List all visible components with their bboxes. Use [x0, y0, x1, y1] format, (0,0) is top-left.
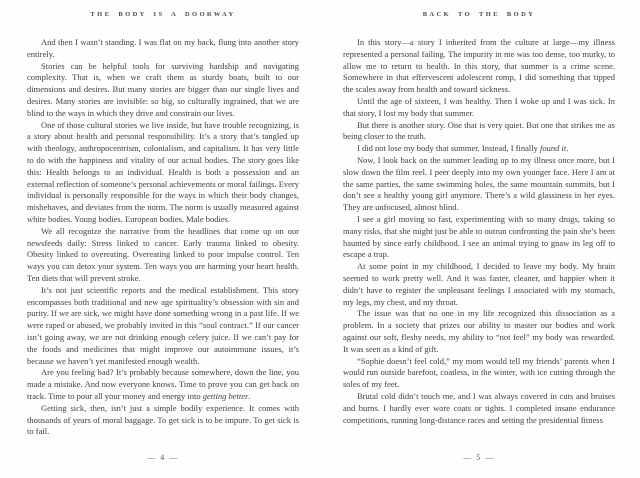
paragraph: The issue was that no one in my life recognized this dissociation as a problem. In a society that prizes our ability to master our bodies and work against our soft, fleshy needs, my ability to “not feel” my body was rewarded. It was seen as a kind of gift.: [343, 308, 615, 354]
page-right-text: [343, 37, 615, 426]
paragraph: I see a girl moving so fast, experimenting with so many drugs, taking so many risks, that she might just be able to outrun confronting the pain she’s been haunted by since early childhood. I see an animal trying to gnaw its leg off to escape a trap.: [343, 213, 615, 260]
paragraph: Until the age of sixteen, I was healthy. Then I woke up and I was sick. In that story, I lost my body that summer.: [343, 95, 615, 118]
running-header-right: BACK TO THE BODY: [422, 11, 536, 18]
paragraph: In this story—a story I inherited from the culture at large—my illness represented a personal failing. The impurity in me was too dense, too murky, to allow me to return to health. In this story, that summer is a crime scene. Somewhere in that effervescent adolescent romp, I did something that tipped the scales away from health and toward sickness.: [343, 37, 615, 95]
page-left: [27, 0, 299, 478]
page-number-right: — 5 —: [463, 453, 495, 462]
paragraph: It’s not just scientific reports and the medical establishment. This story encompasses both traditional and new age spirituality’s obsession with sin and purity. If we are sick, we might have done something wrong in a past life. If we were raped or abused, we probably invited in this “soul contract.” If our cancer isn’t going away, we are not drinking enough celery juice. If we can’t pay for the foods and medicines that might improve our autoimmune issues, it’s because we haven’t yet manifested enough wealth.: [27, 284, 299, 366]
paragraph: “Sophie doesn’t feel cold,” my mom would tell my friends’ parents when I would run outside barefoot, coatless, in the winter, with ice cutting through the soles of my feet.: [343, 355, 615, 390]
paragraph: We all recognize the narrative from the headlines that come up on our newsfeeds daily: Stress linked to cancer. Early trauma linked to obesity. Obesity linked to overeating. Overeating linked to poor impulse control. Ten ways you can detox your system. Ten ways you are harming your heart health. Ten diets that will prevent stroke.: [27, 225, 299, 283]
page-number-left: — 4 —: [147, 453, 179, 462]
paragraph: One of those cultural stories we live inside, but have trouble recognizing, is a story about health and personal responsibility. It’s a story that’s tangled up with theology, anthropocentrism, colonialism, and capitalism. It has very little to do with the happiness and vitality of our actual bodies. The story goes like this: Health belongs to an individual. Health is both a possession and an external reflection of someone’s personal achievements or moral failings. Every individual is personally responsible for the ways in which their body changes, misbehaves, and deviates from the norm. The norm is usually measured against white bodies. Young bodies. European bodies. Male bodies.: [27, 119, 299, 224]
paragraph: At some point in my childhood, I decided to leave my body. My brain seemed to work pretty well. And it was faster, cleaner, and happier when it didn’t have to register the unpleasant feelings I associated with my stomach, my legs, my chest, and my throat.: [343, 261, 615, 307]
page-left-text: [27, 37, 299, 438]
page-right: [343, 0, 615, 478]
paragraph: But there is another story. One that is very quiet. But one that strikes me as being closer to the truth.: [343, 119, 615, 142]
paragraph: Stories can be helpful tools for surviving hardship and navigating complexity. That is, when we craft them as sturdy boats, built to our dimensions and desires. But many stories are bigger than our single lives and desires. Many stories are invisible: so big, so culturally ingrained, that we are blind to the ways in which they drive and constrain our lives.: [27, 60, 299, 118]
paragraph: And then I wasn’t standing. I was flat on my back, flung into another story entirely.: [27, 37, 299, 59]
paragraph: Are you feeling bad? It’s probably because somewhere, down the line, you made a mistake. And now everyone knows. Time to prove you can get back on track. Time to pour all your money and energy into getting better.: [27, 367, 299, 401]
paragraph: Getting sick, then, isn’t just a simple bodily experience. It comes with thousands of years of moral baggage. To get sick is to be impure. To get sick is to fail.: [27, 402, 299, 437]
paragraph: Brutal cold didn’t touch me, and I was always covered in cuts and bruises and burns. I hardly ever wore coats or tights. I completed insane endurance competitions, running long-distance races and setting the presidential fitness: [343, 390, 615, 425]
paragraph: Now, I look back on the summer leading up to my illness once more, but I slow down the film reel. I peer deeply into my own younger face. Here I am at the same parties, the same swimming holes, the same mountain summits, but I don’t see a healthy young girl anymore. There’s a wild glassiness in her eyes. They are unfocused, almost blind.: [343, 154, 615, 213]
running-header-left: THE BODY IS A DOORWAY: [90, 11, 236, 18]
paragraph: I did not lose my body that summer. Instead, I finally found it.: [357, 143, 569, 154]
